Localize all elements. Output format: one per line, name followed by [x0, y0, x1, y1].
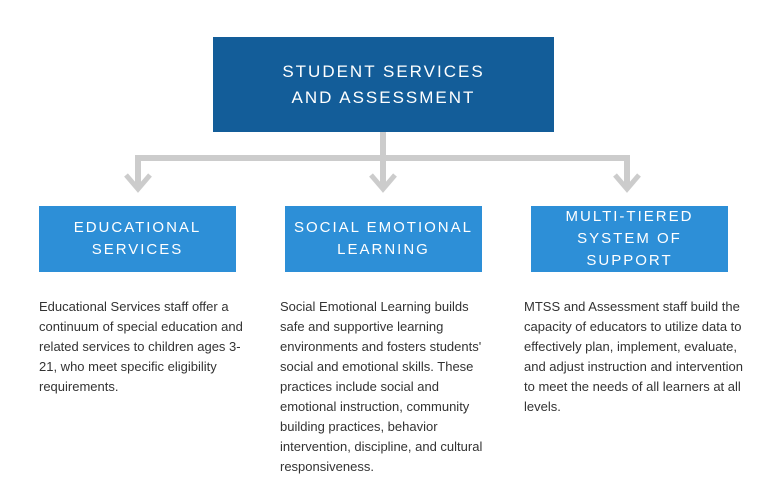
educational-services-description: Educational Services staff offer a continuum of special education and related services to children ages 3-21, who meet specific eligibility requirements. — [39, 299, 243, 394]
branch-box-educational-services — [39, 206, 236, 272]
branch-title-line1: SOCIAL EMOTIONAL — [294, 219, 473, 236]
root-title-line2: AND ASSESSMENT — [291, 87, 476, 107]
multi-tiered-support-description: MTSS and Assessment staff build the capacity of educators to utilize data to effectively plan, implement, evaluate, and adjust instruction and intervention to meet the needs of all learners at all levels. — [524, 299, 743, 414]
branch-title-line2: LEARNING — [337, 241, 430, 258]
root-box-student-services — [213, 37, 554, 132]
branch-box-social-emotional-learning — [285, 206, 482, 272]
branch-title-line2: SYSTEM OF SUPPORT — [577, 230, 682, 269]
branch-title-line1: EDUCATIONAL — [73, 219, 202, 236]
branch-box-multi-tiered-support — [531, 206, 728, 272]
root-title-line1: STUDENT SERVICES — [282, 61, 485, 81]
branch-title-line1: MULTI-TIERED — [565, 208, 694, 225]
branch-title-line2: SERVICES — [91, 241, 184, 258]
social-emotional-learning-description: Social Emotional Learning builds safe and supportive learning environments and fosters students' social and emotional skills. These practices include social and emotional instruction, community building practices, behavior intervention, discipline, and cultural responsiveness. — [280, 299, 483, 474]
